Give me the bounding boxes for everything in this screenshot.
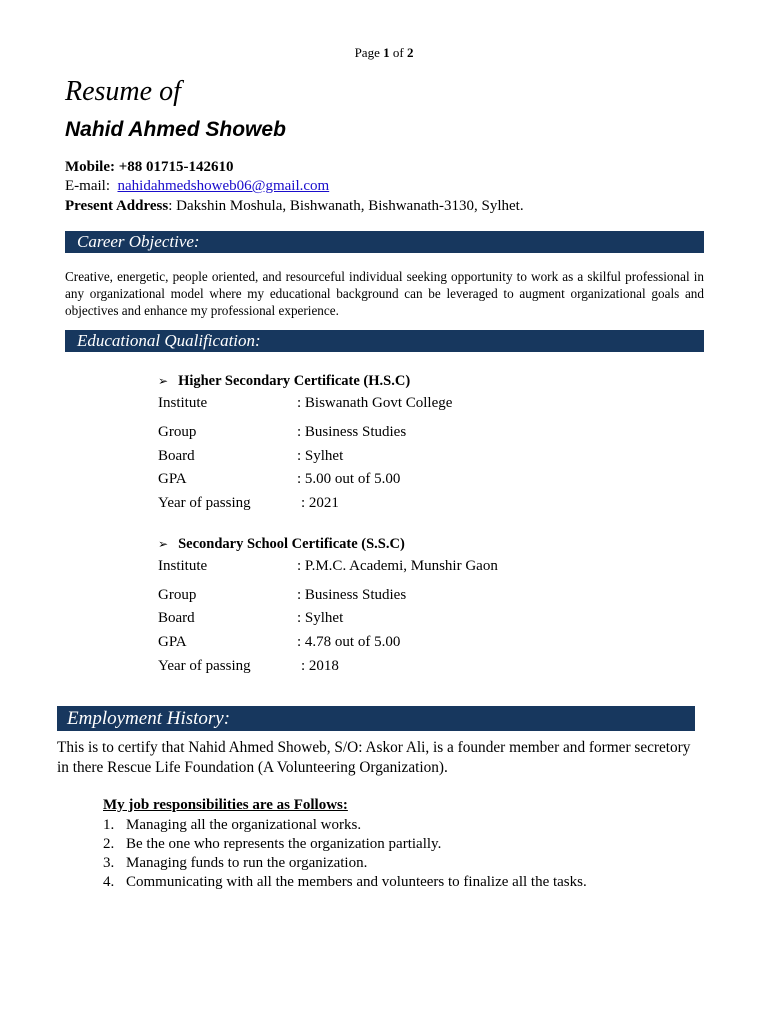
row-value: : Business Studies xyxy=(297,587,407,603)
employment-bar xyxy=(57,706,695,731)
employment-text: This is to certify that Nahid Ahmed Showeb, S/O: Askor Ali, is a founder member and former secretory in there Rescue Life Foundation (A Volunteering Organization). xyxy=(57,739,691,776)
list-text: Managing funds to run the organization. xyxy=(126,855,368,871)
employment-title: Employment History: xyxy=(67,708,231,729)
row-value: : 5.00 out of 5.00 xyxy=(297,471,401,487)
row-key: Group xyxy=(158,587,197,603)
list-number: 4. xyxy=(103,874,115,890)
mobile-value: +88 01715-142610 xyxy=(115,159,234,175)
row-key: Institute xyxy=(158,395,208,411)
row-value: : 2018 xyxy=(301,658,339,674)
education-title: Educational Qualification: xyxy=(77,331,261,350)
row-value: : Business Studies xyxy=(297,424,407,440)
career-objective-bar xyxy=(65,231,704,253)
ssc-title: Secondary School Certificate (S.S.C) xyxy=(178,536,405,552)
mobile-label: Mobile: xyxy=(65,159,115,175)
responsibilities-heading: My job responsibilities are as Follows: xyxy=(103,797,348,813)
row-key: Year of passing xyxy=(158,658,251,674)
email-line xyxy=(65,177,329,195)
career-objective-title: Career Objective: xyxy=(77,232,200,251)
row-key: Institute xyxy=(158,558,208,574)
list-item xyxy=(103,854,367,873)
list-number: 3. xyxy=(103,855,115,871)
row-key: GPA xyxy=(158,634,187,650)
page-number: Page 1 of 2 xyxy=(354,45,414,60)
list-item xyxy=(103,873,587,892)
list-text: Managing all the organizational works. xyxy=(126,817,362,833)
list-text: Communicating with all the members and volunteers to finalize all the tasks. xyxy=(126,874,587,890)
resume-of-heading: Resume of xyxy=(65,76,181,107)
mobile-line xyxy=(65,158,234,176)
address-label: Present Address xyxy=(65,198,169,214)
list-item xyxy=(103,835,441,854)
list-number: 1. xyxy=(103,817,115,833)
arrow-bullet-icon: ➢ xyxy=(158,537,169,551)
arrow-bullet-icon: ➢ xyxy=(158,374,169,388)
list-text: Be the one who represents the organization partially. xyxy=(126,836,442,852)
hsc-title: Higher Secondary Certificate (H.S.C) xyxy=(178,373,411,389)
email-label: E-mail: xyxy=(65,178,110,194)
row-key: Board xyxy=(158,448,195,464)
row-value: : 2021 xyxy=(301,495,339,511)
career-objective-text: Creative, energetic, people oriented, and resourceful individual seeking opportunity to work as a skilful professional in any organizational model where my educational background can be leveraged to augment organizational goals and objectives and enhance my professional experience. xyxy=(65,269,704,318)
candidate-name: Nahid Ahmed Showeb xyxy=(65,118,286,141)
hsc-heading xyxy=(158,373,410,390)
education-bar xyxy=(65,330,704,352)
row-key: Board xyxy=(158,610,195,626)
address-value: : Dakshin Moshula, Bishwanath, Bishwanath-3130, Sylhet. xyxy=(168,198,524,214)
row-value: : Sylhet xyxy=(297,448,344,464)
list-item xyxy=(103,816,361,835)
list-number: 2. xyxy=(103,836,115,852)
row-value: : P.M.C. Academi, Munshir Gaon xyxy=(297,558,498,574)
email-link[interactable]: nahidahmedshoweb06@gmail.com xyxy=(117,178,330,194)
row-key: Year of passing xyxy=(158,495,251,511)
row-value: : 4.78 out of 5.00 xyxy=(297,634,401,650)
address-line xyxy=(65,197,524,215)
row-value: : Biswanath Govt College xyxy=(297,395,453,411)
row-key: GPA xyxy=(158,471,187,487)
row-value: : Sylhet xyxy=(297,610,344,626)
ssc-heading xyxy=(158,536,405,553)
row-key: Group xyxy=(158,424,197,440)
